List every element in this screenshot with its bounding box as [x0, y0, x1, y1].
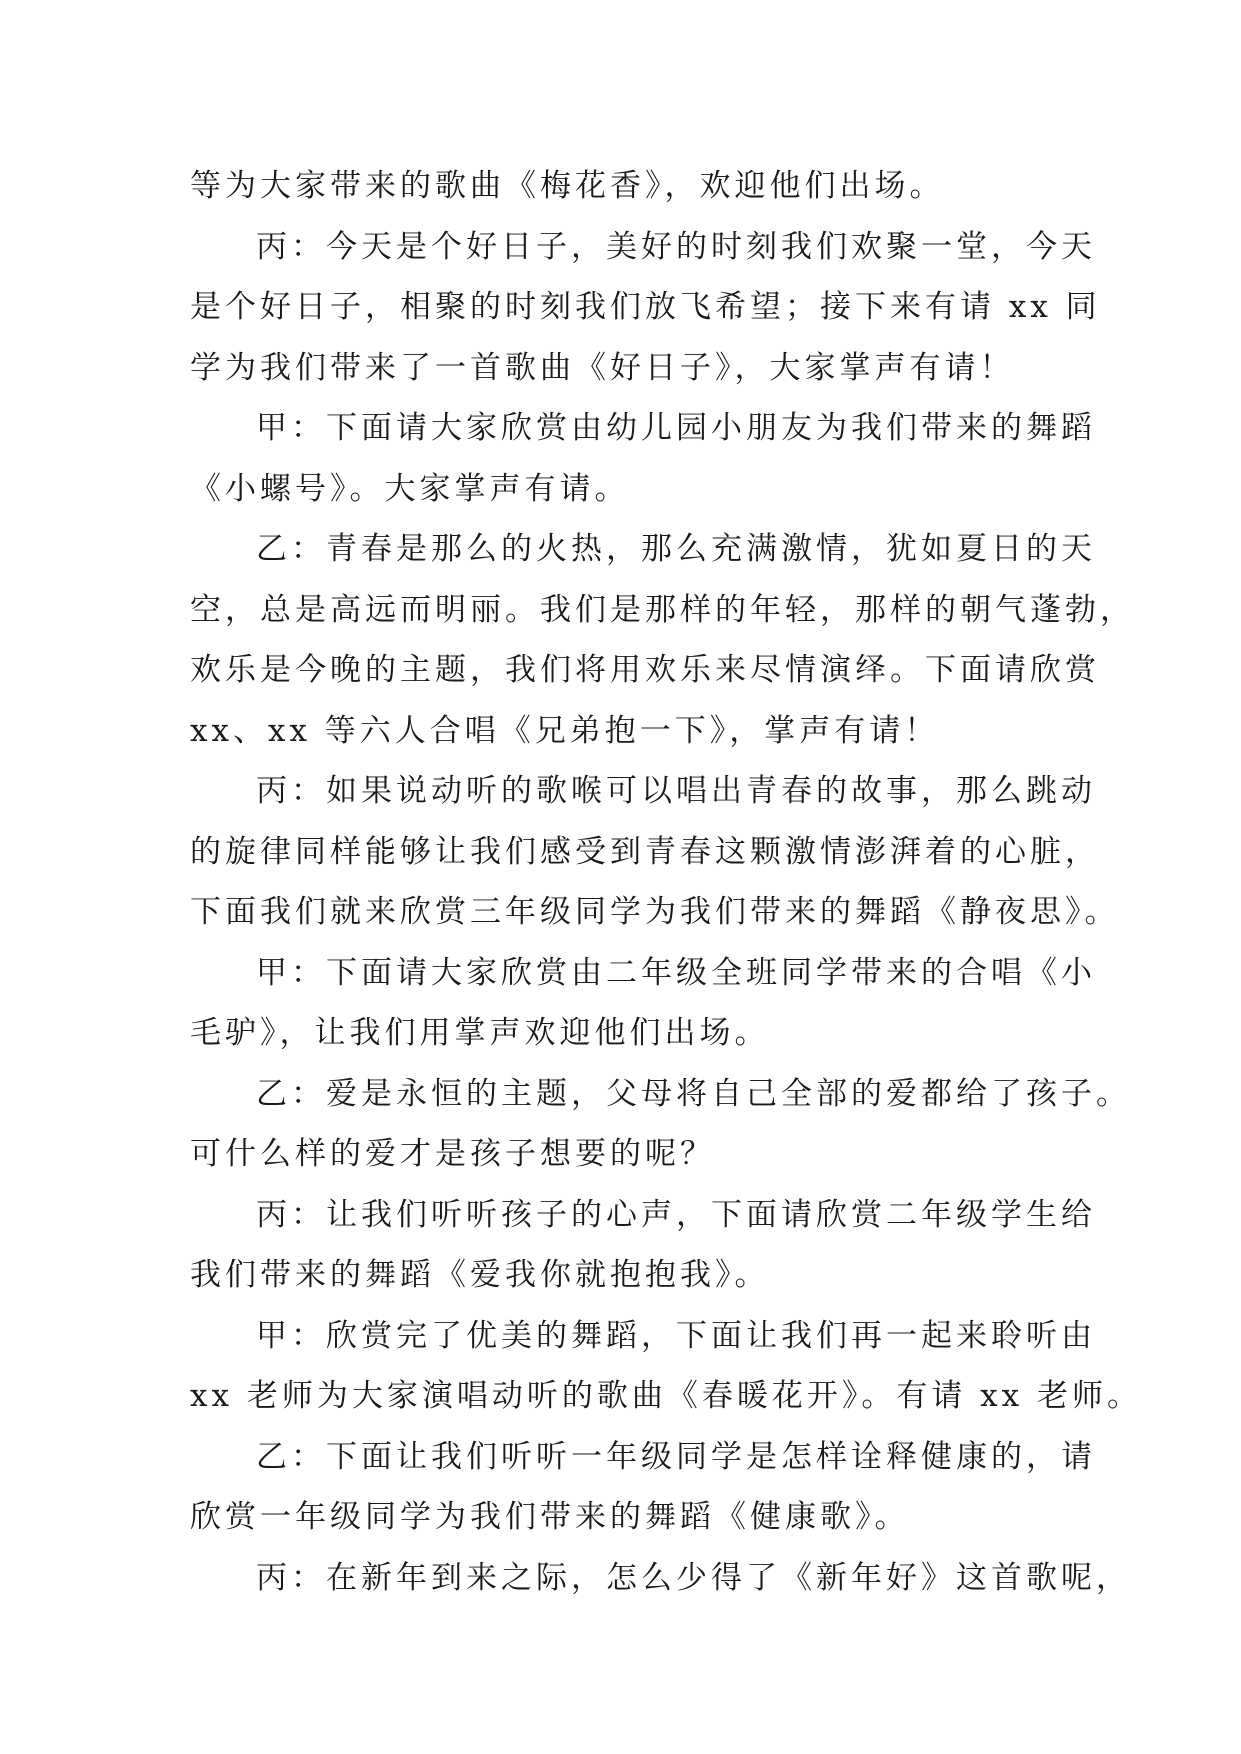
text-line: 我们带来的舞蹈《爱我你就抱抱我》。 — [190, 1257, 770, 1293]
text-line: 乙：下面让我们听听一年级同学是怎样诠释健康的，请 — [256, 1438, 1096, 1475]
text-line: 是个好日子，相聚的时刻我们放飞希望；接下来有请 xx 同 — [190, 289, 1101, 325]
text-line: 空，总是高远而明丽。我们是那样的年轻，那样的朝气蓬勃， — [190, 591, 1135, 628]
text-line: 下面我们就来欣赏三年级同学为我们带来的舞蹈《静夜思》。 — [190, 894, 1120, 930]
text-line: 甲：下面请大家欣赏由二年级全班同学带来的合唱《小 — [256, 954, 1096, 991]
text-line: xx 老师为大家演唱动听的歌曲《春暖花开》。有请 xx 老师。 — [190, 1378, 1142, 1414]
text-line: 欣赏一年级同学为我们带来的舞蹈《健康歌》。 — [190, 1499, 910, 1535]
text-line: 甲：下面请大家欣赏由幼儿园小朋友为我们带来的舞蹈 — [256, 410, 1096, 446]
text-line: 丙：今天是个好日子，美好的时刻我们欢聚一堂，今天 — [256, 228, 1096, 265]
text-line: 等为大家带来的歌曲《梅花香》，欢迎他们出场。 — [190, 168, 945, 204]
text-line: 甲：欣赏完了优美的舞蹈，下面让我们再一起来聆听由 — [256, 1317, 1096, 1354]
text-line: 的旋律同样能够让我们感受到青春这颗激情澎湃着的心脏， — [190, 833, 1100, 870]
text-line: 乙：爱是永恒的主题，父母将自己全部的爱都给了孩子。 — [256, 1075, 1131, 1112]
text-line: 丙：让我们听听孩子的心声，下面请欣赏二年级学生给 — [256, 1196, 1096, 1233]
text-line: xx、xx 等六人合唱《兄弟抱一下》，掌声有请！ — [190, 712, 940, 749]
text-line: 《小螺号》。大家掌声有请。 — [190, 470, 630, 507]
text-line: 丙：在新年到来之际，怎么少得了《新年好》这首歌呢， — [256, 1559, 1131, 1596]
document-body — [190, 156, 1142, 1608]
text-line: 欢乐是今晚的主题，我们将用欢乐来尽情演绎。下面请欣赏 — [190, 652, 1100, 688]
text-line: 乙：青春是那么的火热，那么充满激情，犹如夏日的天 — [256, 531, 1096, 567]
text-line: 毛驴》，让我们用掌声欢迎他们出场。 — [190, 1015, 770, 1051]
text-line: 丙：如果说动听的歌喉可以唱出青春的故事，那么跳动 — [256, 773, 1096, 809]
text-line: 学为我们带来了一首歌曲《好日子》，大家掌声有请！ — [190, 349, 1015, 386]
text-line: 可什么样的爱才是孩子想要的呢？ — [190, 1136, 715, 1172]
